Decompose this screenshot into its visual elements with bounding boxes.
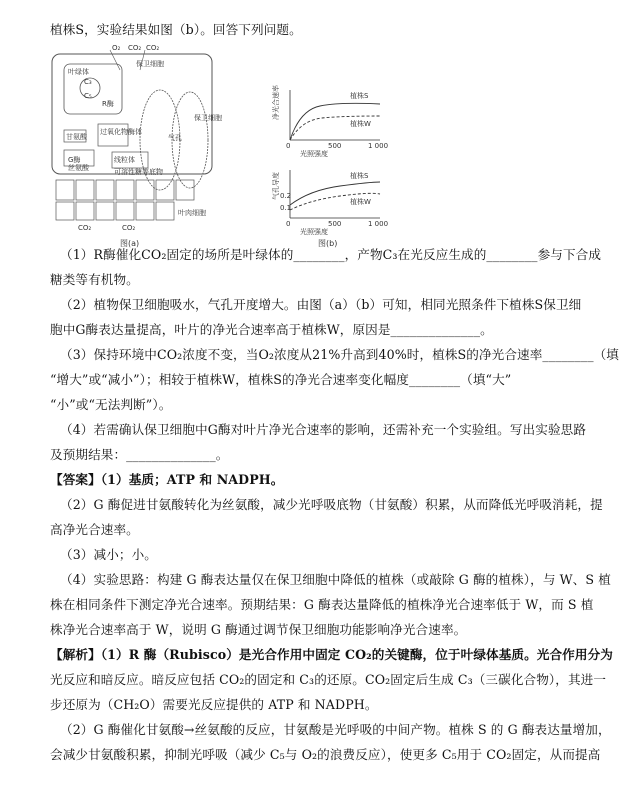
- label-guard-cell: 保卫细胞: [136, 60, 164, 68]
- legend-w-bottom: 植株W: [350, 198, 371, 206]
- label-co2-b: CO₂: [146, 44, 160, 52]
- answer-line-7: 株净光合速率高于 W，说明 G 酶通过调节保卫细胞功能影响净光合速率。: [50, 622, 467, 637]
- label-c5: C₅: [84, 92, 92, 100]
- mesophyll-cells: [56, 180, 194, 220]
- legend-w-top: 植株W: [350, 120, 371, 128]
- tick-top-500: 500: [328, 142, 342, 150]
- figure-a: [52, 44, 222, 248]
- label-soluble-sugar: 可溶性糖等底物: [114, 168, 163, 176]
- label-co2-d: CO₂: [122, 224, 136, 232]
- label-co2-c: CO₂: [78, 224, 92, 232]
- ytick-bottom-01: 0.1: [280, 204, 292, 212]
- figure-b-bottom: [271, 170, 388, 248]
- q3-line-2: “增大”或“减小”）；相较于植株W，植株S的净光合速率变化幅度________（填“大”: [50, 372, 512, 387]
- ylabel-top: 净光合速率: [272, 85, 280, 120]
- label-o2: O₂: [112, 44, 121, 52]
- analysis-line-1: 【解析】（1）R 酶（Rubisco）是光合作用中固定 CO₂的关键酶，位于叶绿体基质。光合作用分为: [50, 647, 613, 662]
- tick-top-1000: 1 000: [368, 142, 389, 150]
- analysis-line-2: 光反应和暗反应。暗反应包括 CO₂的固定和 C₃的还原。CO₂固定后生成 C₃（三碳化合物），其进一: [50, 672, 607, 687]
- tick-bottom-0: 0: [286, 220, 291, 228]
- analysis-line-5: 会减少甘氨酸积累，抑制光呼吸（减少 C₅与 O₂的浪费反应），使更多 C₅用于 CO₂固定，从而提高: [50, 747, 601, 762]
- tick-bottom-1000: 1 000: [368, 220, 389, 228]
- ylabel-bottom: 气孔导度: [272, 172, 280, 200]
- q2-line-1: （2）植物保卫细胞吸水，气孔开度增大。由图（a）（b）可知，相同光照条件下植株S保卫细: [60, 297, 582, 312]
- answer-line-3: 高净光合速率。: [50, 522, 139, 537]
- xlabel-top: 光照强度: [300, 150, 328, 158]
- answer-line-1: 【答案】（1）基质；ATP 和 NADPH。: [50, 472, 284, 487]
- q4-line-1: （4）若需确认保卫细胞中G酶对叶片净光合速率的影响，还需补充一个实验组。写出实验思路: [60, 422, 587, 437]
- q2-line-2: 胞中G酶表达量提高，叶片的净光合速率高于植株W，原因是______________。: [50, 322, 493, 337]
- q3-line-3: “小”或“无法判断”）。: [50, 397, 172, 412]
- answer-line-6: 株在相同条件下测定净光合速率。预期结果：G 酶表达量降低的植株净光合速率低于 W，而 S 植: [50, 597, 594, 612]
- figure-a-caption: 图(a): [120, 239, 140, 248]
- label-c3: C₃: [84, 78, 92, 86]
- label-serine: 丝氨酸: [68, 164, 89, 172]
- ytick-bottom-02: 0.2: [280, 192, 292, 200]
- label-peroxisome: 过氧化物酶体: [100, 128, 142, 136]
- figure-region: [50, 40, 590, 250]
- label-g-enzyme: G酶: [68, 156, 81, 164]
- answer-line-4: （3）减小；小。: [60, 547, 157, 562]
- figure-b-top: [271, 85, 388, 158]
- label-guard-cell-2: 保卫细胞: [194, 114, 222, 122]
- tick-top-0: 0: [286, 142, 291, 150]
- analysis-line-3: 步还原为（CH₂O）需要光反应提供的 ATP 和 NADPH。: [50, 697, 378, 712]
- label-rubisco: R酶: [102, 100, 114, 108]
- answer-line-5: （4）实验思路：构建 G 酶表达量仅在保卫细胞中降低的植株（或敲除 G 酶的植株），与 W、S 植: [60, 572, 611, 587]
- label-co2-a: CO₂: [128, 44, 142, 52]
- label-mesophyll: 叶肉细胞: [178, 209, 206, 217]
- label-mitochondria: 线粒体: [114, 156, 135, 164]
- label-glycerate: 甘氨酸: [66, 133, 87, 141]
- answer-line-2: （2）G 酶促进甘氨酸转化为丝氨酸，减少光呼吸底物（甘氨酸）积累，从而降低光呼吸消耗，提: [60, 497, 603, 512]
- legend-s-bottom: 植株S: [350, 172, 369, 180]
- figure-b-caption: 图(b): [318, 239, 338, 248]
- analysis-line-4: （2）G 酶催化甘氨酸→丝氨酸的反应，甘氨酸是光呼吸的中间产物。植株 S 的 G 酶表达量增加，: [60, 722, 611, 737]
- q4-line-2: 及预期结果：______________。: [50, 447, 229, 462]
- q1-line-2: 糖类等有机物。: [50, 272, 139, 287]
- tick-bottom-500: 500: [328, 220, 342, 228]
- figure-svg: [50, 40, 590, 250]
- q3-line-1: （3）保持环境中CO₂浓度不变，当O₂浓度从21%升高到40%时，植株S的净光合速率________（填: [60, 347, 619, 362]
- legend-s-top: 植株S: [350, 92, 369, 100]
- label-chloroplast: 叶绿体: [68, 68, 89, 76]
- q1-line-1: （1）R酶催化CO₂固定的场所是叶绿体的________，产物C₃在光反应生成的________参与下合成: [60, 247, 602, 262]
- intro-line: 植株S，实验结果如图（b）。回答下列问题。: [50, 22, 302, 37]
- label-stoma: 气孔: [168, 134, 182, 142]
- xlabel-bottom: 光照强度: [300, 228, 328, 236]
